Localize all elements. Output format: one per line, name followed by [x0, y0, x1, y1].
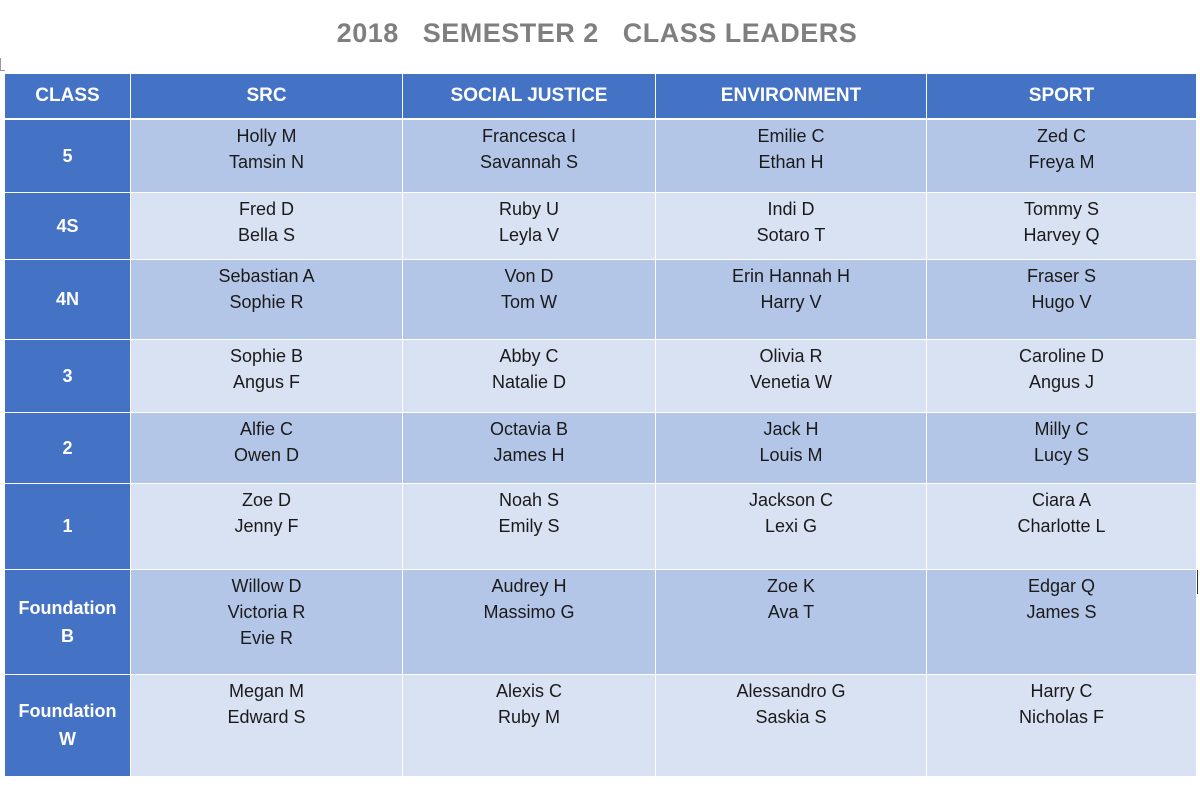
header-row: [5, 74, 1197, 119]
social-justice-cell: [403, 674, 656, 776]
leader-name: Jenny F: [234, 515, 299, 536]
leader-name: James S: [1026, 601, 1097, 622]
class-label: 3: [62, 365, 73, 386]
src-cell: [131, 412, 403, 483]
leader-name: Alessandro G: [736, 680, 846, 701]
sport-cell: [927, 192, 1197, 259]
leader-name: Zoe D: [241, 489, 292, 510]
leader-name: Harvey Q: [1023, 224, 1100, 245]
social-justice-cell: [403, 339, 656, 412]
document-title: 2018 SEMESTER 2 CLASS LEADERS: [336, 18, 858, 48]
social-justice-cell: [403, 259, 656, 339]
leader-name: Fraser S: [1026, 265, 1096, 286]
environment-cell: [656, 412, 927, 483]
leader-name: Alexis C: [495, 680, 562, 701]
table-row: [5, 259, 1197, 339]
sport-cell: [927, 483, 1197, 569]
leader-name: Emily S: [498, 515, 560, 536]
social-justice-cell: [403, 192, 656, 259]
table-row: [5, 674, 1197, 776]
class-cell: [5, 483, 131, 569]
text-boundary-mark: [0, 58, 5, 71]
class-cell: [5, 339, 131, 412]
leader-name: Sotaro T: [756, 224, 826, 245]
leader-name: Octavia B: [489, 418, 569, 439]
leader-name: Tom W: [501, 291, 557, 312]
header-src: SRC: [131, 74, 403, 119]
leader-name: Louis M: [759, 444, 823, 465]
leader-name: Sophie R: [229, 291, 304, 312]
header-environment: ENVIRONMENT: [656, 74, 927, 119]
leader-name: Noah S: [498, 489, 560, 510]
table-row: [5, 483, 1197, 569]
src-cell: [131, 569, 403, 674]
environment-cell: [656, 339, 927, 412]
leader-name: Freya M: [1028, 152, 1095, 172]
class-label: W: [59, 729, 76, 749]
leader-name: Olivia R: [759, 345, 823, 366]
class-cell: [5, 192, 131, 259]
src-cell: [131, 483, 403, 569]
leader-name: Milly C: [1034, 418, 1089, 439]
leader-name: Leyla V: [498, 224, 560, 245]
class-label: 4N: [55, 289, 79, 309]
leader-name: Erin Hannah H: [731, 265, 851, 286]
class-cell: [5, 412, 131, 483]
leader-name: Tamsin N: [228, 152, 304, 172]
class-label: B: [61, 625, 74, 646]
social-justice-cell: [403, 412, 656, 483]
environment-cell: [656, 483, 927, 569]
leader-name: Audrey H: [491, 575, 567, 596]
leader-name: Hugo V: [1031, 291, 1092, 312]
table-row: [5, 412, 1197, 483]
class-label: Foundation: [18, 701, 117, 721]
leader-name: James H: [493, 444, 565, 465]
src-cell: [131, 259, 403, 339]
class-cell: [5, 119, 131, 192]
src-cell: [131, 119, 403, 192]
sport-cell: [927, 259, 1197, 339]
sport-cell: [927, 674, 1197, 776]
leader-name: Bella S: [237, 224, 296, 245]
leader-name: Abby C: [499, 345, 559, 366]
environment-cell: [656, 259, 927, 339]
leader-name: Ruby U: [498, 198, 560, 219]
leader-name: Ethan H: [758, 152, 824, 172]
leader-name: Harry V: [760, 291, 822, 312]
table-row: [5, 192, 1197, 259]
social-justice-cell: [403, 483, 656, 569]
leader-name: Willow D: [231, 575, 302, 596]
leader-name: Von D: [504, 265, 554, 286]
table-row: [5, 119, 1197, 192]
src-cell: [131, 674, 403, 776]
class-cell: [5, 674, 131, 776]
leader-name: Indi D: [767, 198, 815, 219]
leader-name: Caroline D: [1018, 345, 1105, 366]
environment-cell: [656, 119, 927, 192]
table-row: [5, 339, 1197, 412]
leader-name: Massimo G: [483, 601, 575, 622]
class-label: 1: [62, 516, 73, 536]
src-cell: [131, 192, 403, 259]
leader-name: Fred D: [238, 198, 294, 219]
leader-name: Holly M: [236, 126, 297, 146]
leader-name: Lexi G: [764, 515, 818, 536]
leader-name: Francesca I: [481, 126, 577, 146]
leader-name: Charlotte L: [1017, 515, 1106, 536]
leader-name: Edgar Q: [1027, 575, 1096, 596]
leader-name: Harry C: [1030, 680, 1093, 701]
leader-name: Evie R: [239, 627, 293, 648]
sport-cell: [927, 339, 1197, 412]
leader-name: Sophie B: [229, 345, 304, 366]
environment-cell: [656, 569, 927, 674]
social-justice-cell: [403, 119, 656, 192]
leader-name: Owen D: [233, 444, 300, 465]
table-body: [5, 119, 1197, 776]
sport-cell: [927, 412, 1197, 483]
environment-cell: [656, 192, 927, 259]
class-cell: [5, 259, 131, 339]
leader-name: Ava T: [767, 601, 815, 622]
class-label: 4S: [56, 215, 79, 236]
leader-name: Alfie C: [239, 418, 293, 439]
environment-cell: [656, 674, 927, 776]
leader-name: Zed C: [1036, 126, 1087, 146]
leader-name: Jackson C: [748, 489, 834, 510]
leader-name: Sebastian A: [218, 265, 315, 286]
header-social-justice: SOCIAL JUSTICE: [403, 74, 656, 119]
leader-name: Natalie D: [491, 371, 567, 392]
sport-cell: [927, 119, 1197, 192]
class-cell: [5, 569, 131, 674]
class-label: 5: [62, 145, 73, 166]
social-justice-cell: [403, 569, 656, 674]
sport-cell: [927, 569, 1197, 674]
leader-name: Savannah S: [479, 152, 579, 172]
leader-name: Ruby M: [497, 706, 560, 727]
header-class: CLASS: [5, 74, 131, 119]
leader-name: Tommy S: [1023, 198, 1099, 219]
class-label: 2: [62, 437, 73, 458]
leader-name: Victoria R: [227, 601, 306, 622]
leader-name: Edward S: [227, 706, 306, 727]
class-label: Foundation: [18, 597, 117, 618]
leader-name: Angus F: [232, 371, 301, 392]
leader-name: Angus J: [1028, 371, 1095, 392]
leader-name: Megan M: [228, 680, 305, 701]
leader-name: Jack H: [763, 418, 819, 439]
header-sport: SPORT: [927, 74, 1197, 119]
leader-name: Emilie C: [757, 126, 825, 146]
src-cell: [131, 339, 403, 412]
leader-name: Venetia W: [749, 371, 833, 392]
leader-name: Saskia S: [755, 706, 827, 727]
leader-name: Ciara A: [1031, 489, 1092, 510]
leader-name: Lucy S: [1033, 444, 1090, 465]
leader-name: Zoe K: [766, 575, 816, 596]
leader-name: Nicholas F: [1018, 706, 1105, 727]
class-leaders-table: [4, 74, 1197, 777]
table-row: [5, 569, 1197, 674]
